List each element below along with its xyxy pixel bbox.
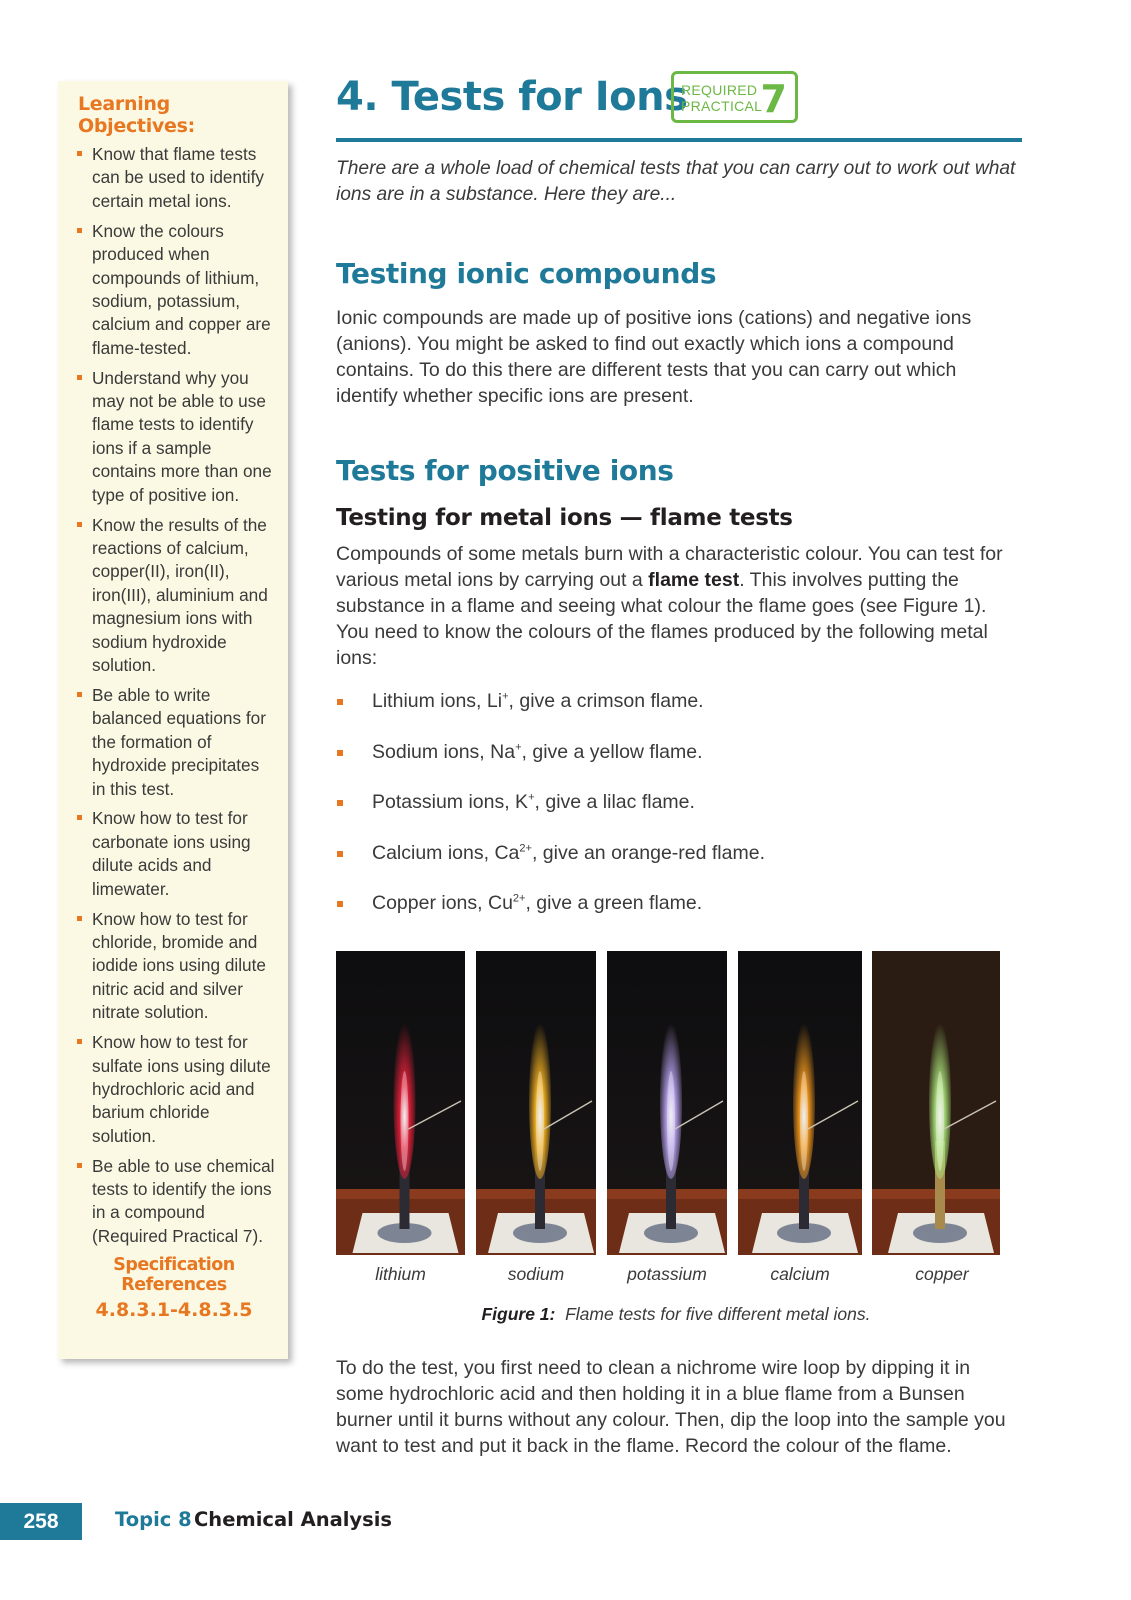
objective-item: Know how to test for chloride, bromide and iodide ions using dilute nitric acid and silver nitrate solution. — [76, 908, 276, 1025]
page-title: 4. Tests for Ions — [336, 74, 688, 120]
section-heading-ionic-compounds: Testing ionic compounds — [336, 257, 717, 290]
learning-objectives-list — [76, 143, 276, 1248]
flame-photo-graphic — [872, 951, 1000, 1255]
badge-line-2: PRACTICAL — [681, 98, 763, 114]
ionic-compounds-paragraph: Ionic compounds are made up of positive ions (cations) and negative ions (anions). You might be asked to find out exactly which ions a compound contains. To do this there are different tests that you can carry out which identify whether specific ions are present. — [336, 307, 972, 407]
page-number: 258 — [0, 1503, 82, 1540]
figure-caption-sodium: sodium — [507, 1264, 565, 1284]
figure-caption-potassium: potassium — [627, 1264, 707, 1284]
flame-core — [800, 1071, 808, 1171]
figure-caption-calcium: calcium — [770, 1264, 830, 1284]
section-heading-positive-ions: Tests for positive ions — [336, 454, 674, 487]
flame-photo-calcium — [738, 951, 862, 1255]
learning-objectives-title: Learning Objectives: — [78, 93, 195, 137]
flame-result: , give a lilac flame. — [534, 791, 695, 813]
paragraph-text: Compounds of some metals burn with a characteristic colour. You can test for various metal ions by carrying out a — [336, 543, 1003, 591]
badge-number: 7 — [760, 77, 787, 121]
flame-photo-graphic — [738, 951, 862, 1255]
flame-core — [536, 1071, 544, 1171]
objective-item: Know how to test for sulfate ions using dilute hydrochloric acid and barium chloride solution. — [76, 1031, 276, 1148]
required-practical-badge — [671, 71, 798, 123]
flame-tests-paragraph — [336, 541, 1016, 671]
flame-result: , give a green flame. — [525, 892, 703, 914]
figure-caption-lithium: lithium — [375, 1264, 426, 1284]
flame-test-term: flame test — [648, 569, 740, 591]
ion-name: Lithium ions, Li — [372, 690, 503, 712]
ion-name: Potassium ions, K — [372, 791, 529, 813]
title-divider — [336, 138, 1022, 142]
figure-caption-copper: copper — [915, 1264, 969, 1284]
objective-item: Be able to write balanced equations for the formation of hydroxide precipitates in this test. — [76, 684, 276, 801]
ion-charge: + — [515, 741, 522, 753]
flame-photo-potassium — [607, 951, 727, 1255]
paragraph-text: . This involves putting the substance in a flame and seeing what colour the flame goes (see Figure 1). You need to know the colours of the flames produced by the following metal ions: — [336, 569, 988, 669]
flame-list-item — [336, 838, 996, 889]
figure-caption — [336, 1304, 1016, 1325]
flame-photo-graphic — [607, 951, 727, 1255]
ion-charge: 2+ — [512, 892, 526, 905]
objective-item: Know how to test for carbonate ions using dilute acids and limewater. — [76, 807, 276, 901]
flame-photo-lithium — [336, 951, 465, 1255]
flame-core — [667, 1071, 675, 1171]
objective-item: Know the results of the reactions of calcium, copper(II), iron(II), iron(III), aluminium and magnesium ions with sodium hydroxide solution. — [76, 514, 276, 678]
objective-item: Understand why you may not be able to use flame tests to identify ions if a sample contains more than one type of positive ion. — [76, 367, 276, 507]
footer-topic-name: Chemical Analysis — [194, 1508, 393, 1531]
flame-list-item — [336, 787, 996, 838]
flame-core — [401, 1071, 409, 1171]
footer-topic-label: Topic 8 — [115, 1508, 192, 1531]
flame-colour-list — [336, 686, 996, 939]
learning-objectives-panel — [58, 81, 288, 1359]
ion-name: Sodium ions, Na — [372, 740, 516, 763]
intro-text: There are a whole load of chemical tests that you can carry out to work out what ions are in a substance. Here they are... — [336, 158, 1016, 205]
closing-paragraph: To do the test, you first need to clean a nichrome wire loop by dipping it in some hydrochloric acid and then holding it in a blue flame from a Bunsen burner until it burns without any colour. Then, dip the loop into the sample you want to test and put it back in the flame. Record the colour of the flame. — [336, 1357, 1006, 1457]
figure-caption-text: Flame tests for five different metal ions. — [565, 1304, 871, 1324]
flame-photo-graphic — [476, 951, 596, 1255]
flame-list-item — [336, 686, 996, 737]
flame-photo-graphic — [336, 951, 465, 1255]
ion-name: Calcium ions, Ca — [372, 841, 520, 864]
flame-result: , give a crimson flame. — [508, 690, 704, 712]
flame-photo-copper — [872, 951, 1000, 1255]
objective-item: Know the colours produced when compounds of lithium, sodium, potassium, calcium and copper are flame-tested. — [76, 220, 276, 360]
specification-references-title: Specification References — [113, 1254, 235, 1295]
objective-item: Know that flame tests can be used to identify certain metal ions. — [76, 143, 276, 213]
figure-label: Figure 1: — [481, 1304, 556, 1324]
flame-photo-sodium — [476, 951, 596, 1255]
flame-core — [936, 1071, 944, 1171]
specification-references-range: 4.8.3.1-4.8.3.5 — [95, 1298, 253, 1321]
flame-list-item — [336, 737, 996, 788]
ion-charge: + — [502, 690, 509, 703]
flame-list-item — [336, 888, 996, 939]
subheading-flame-tests: Testing for metal ions — flame tests — [336, 505, 793, 531]
objective-item: Be able to use chemical tests to identify the ions in a compound (Required Practical 7). — [76, 1155, 276, 1249]
ion-name: Copper ions, Cu — [372, 892, 513, 914]
flame-result: , give an orange-red flame. — [531, 841, 765, 864]
badge-line-1: REQUIRED — [681, 82, 758, 98]
ion-charge: + — [528, 791, 535, 804]
ion-charge: 2+ — [519, 842, 532, 854]
flame-result: , give a yellow flame. — [521, 740, 703, 763]
